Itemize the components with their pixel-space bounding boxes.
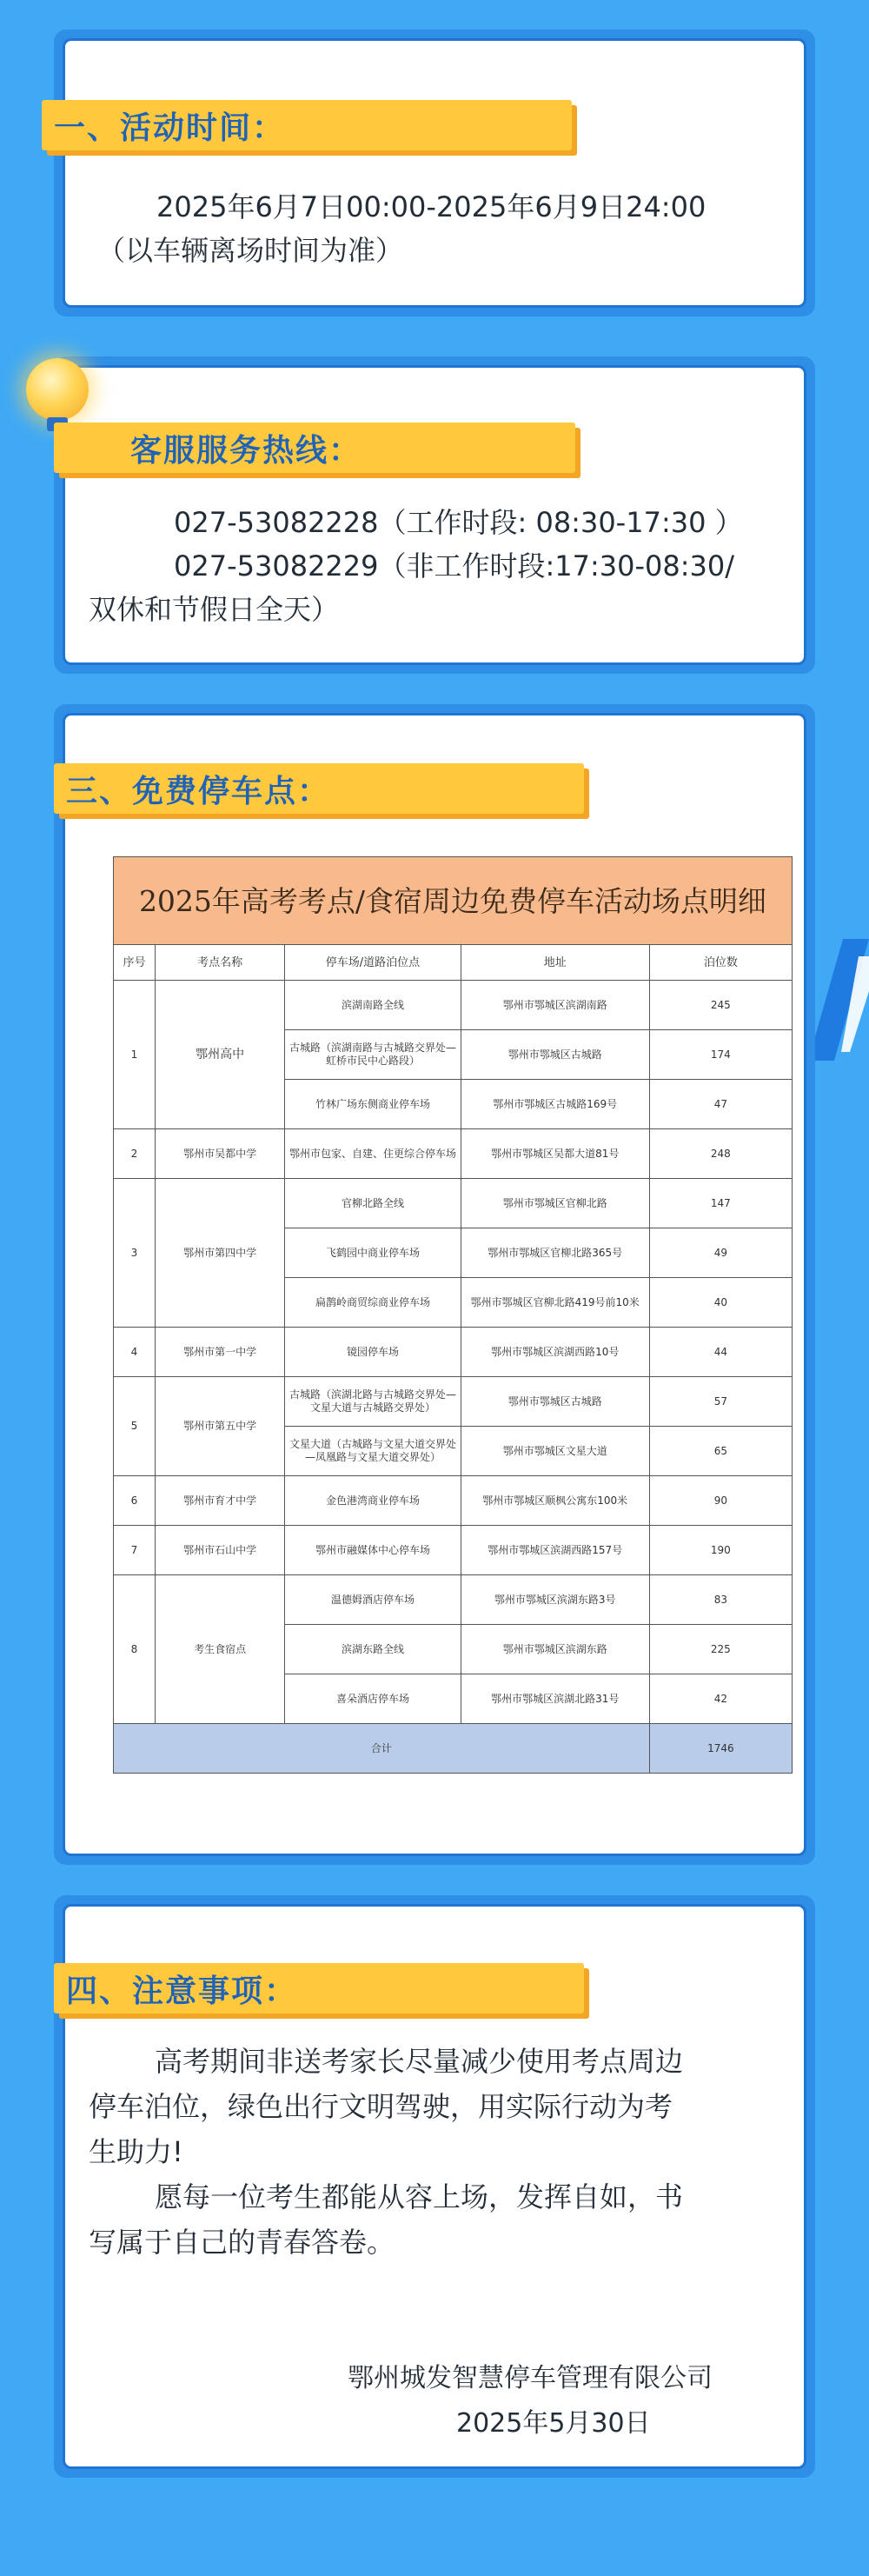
section-heading-banner (54, 1963, 297, 2014)
cell-lot: 温德姆酒店停车场 (285, 1575, 461, 1625)
lightbulb-icon (26, 358, 89, 421)
cell-spaces: 147 (649, 1179, 792, 1228)
cell-spaces: 44 (649, 1328, 792, 1377)
cell-address: 鄂州市鄂城区古城路 (461, 1377, 649, 1427)
total-label: 合计 (114, 1724, 650, 1774)
cell-no: 1 (114, 981, 156, 1129)
header-address: 地址 (461, 945, 649, 981)
table-total-row (114, 1724, 793, 1774)
cell-address: 鄂州市鄂城区顺枫公寓东100米 (461, 1476, 649, 1526)
cell-spaces: 248 (649, 1129, 792, 1179)
cell-spaces: 47 (649, 1080, 792, 1129)
section-heading: 客服服务热线： (130, 432, 362, 469)
activity-time-range: 2025年6月7日00:00-2025年6月9日24:00 (156, 190, 706, 223)
cell-lot: 扁鹊岭商贸综商业停车场 (285, 1278, 461, 1328)
notice-line: 写属于自己的青春答卷。 (89, 2226, 395, 2259)
cell-lot: 古城路（滨湖南路与古城路交界处—虹桥市民中心路段） (285, 1030, 461, 1080)
cell-no: 3 (114, 1179, 156, 1328)
total-value: 1746 (649, 1724, 792, 1774)
cell-address: 鄂州市鄂城区古城路 (461, 1030, 649, 1080)
cell-spaces: 49 (649, 1228, 792, 1278)
cell-no: 5 (114, 1377, 156, 1476)
cell-address: 鄂州市鄂城区滨湖南路 (461, 981, 649, 1030)
section-heading: 四、注意事项： (66, 1973, 298, 2009)
cell-lot: 喜朵酒店停车场 (285, 1674, 461, 1724)
signature-date: 2025年5月30日 (456, 2408, 651, 2439)
cell-address: 鄂州市鄂城区官柳北路419号前10米 (461, 1278, 649, 1328)
cell-address: 鄂州市鄂城区古城路169号 (461, 1080, 649, 1129)
header-site: 考点名称 (156, 945, 285, 981)
section-heading: 一、活动时间： (54, 110, 286, 146)
cell-site: 鄂州市第一中学 (156, 1328, 285, 1377)
cell-spaces: 57 (649, 1377, 792, 1427)
cell-no: 4 (114, 1328, 156, 1377)
activity-time-text (156, 184, 817, 230)
header-spaces: 泊位数 (649, 945, 792, 981)
cell-address: 鄂州市鄂城区滨湖东路3号 (461, 1575, 649, 1625)
notice-paragraph-1 (89, 2039, 784, 2265)
parking-table (113, 856, 793, 1774)
cell-site: 鄂州市第四中学 (156, 1179, 285, 1328)
table-header-row (114, 945, 793, 981)
cell-lot: 金色港湾商业停车场 (285, 1476, 461, 1526)
cell-no: 7 (114, 1526, 156, 1575)
section-card (63, 713, 806, 1856)
cell-address: 鄂州市鄂城区文星大道 (461, 1427, 649, 1476)
cell-lot: 鄂州市融媒体中心停车场 (285, 1526, 461, 1575)
cell-site: 鄂州市第五中学 (156, 1377, 285, 1476)
cell-spaces: 190 (649, 1526, 792, 1575)
notice-line: 高考期间非送考家长尽量减少使用考点周边 (155, 2045, 684, 2078)
decorative-slash-shape (808, 939, 869, 1061)
hotline-night-cont: 双休和节假日全天） (89, 593, 340, 626)
cell-lot: 古城路（滨湖北路与古城路交界处—文星大道与古城路交界处） (285, 1377, 461, 1427)
cell-address: 鄂州市鄂城区滨湖西路10号 (461, 1328, 649, 1377)
notice-line: 生助力! (89, 2135, 183, 2168)
cell-spaces: 174 (649, 1030, 792, 1080)
cell-lot: 滨湖南路全线 (285, 981, 461, 1030)
cell-address: 鄂州市鄂城区滨湖北路31号 (461, 1674, 649, 1724)
cell-lot: 官柳北路全线 (285, 1179, 461, 1228)
cell-spaces: 83 (649, 1575, 792, 1625)
cell-lot: 镜园停车场 (285, 1328, 461, 1377)
cell-address: 鄂州市鄂城区吴都大道81号 (461, 1129, 649, 1179)
cell-spaces: 40 (649, 1278, 792, 1328)
table-title: 2025年高考考点/食宿周边免费停车活动场点明细 (114, 857, 793, 945)
section-heading-banner (42, 100, 285, 150)
cell-no: 2 (114, 1129, 156, 1179)
cell-lot: 竹林广场东侧商业停车场 (285, 1080, 461, 1129)
table-row (114, 1179, 793, 1228)
section-activity-time (54, 30, 815, 316)
table-row (114, 981, 793, 1030)
section-free-parking (54, 704, 815, 1865)
cell-spaces: 225 (649, 1625, 792, 1674)
cell-address: 鄂州市鄂城区滨湖东路 (461, 1625, 649, 1674)
cell-lot: 文星大道（古城路与文星大道交界处—凤凰路与文星大道交界处） (285, 1427, 461, 1476)
table-row (114, 1377, 793, 1427)
cell-address: 鄂州市鄂城区滨湖西路157号 (461, 1526, 649, 1575)
section-heading-banner (54, 763, 330, 814)
hotline-night: 027-53082229（非工作时段:17:30-08:30/ (174, 549, 735, 582)
company-signature: 鄂州城发智慧停车管理有限公司 (348, 2363, 713, 2393)
cell-spaces: 42 (649, 1674, 792, 1724)
notice-line: 停车泊位，绿色出行文明驾驶，用实际行动为考 (89, 2090, 673, 2123)
cell-lot: 飞鹤园中商业停车场 (285, 1228, 461, 1278)
notice-line: 愿每一位考生都能从容上场，发挥自如，书 (155, 2180, 684, 2213)
header-no: 序号 (114, 945, 156, 981)
cell-lot: 滨湖东路全线 (285, 1625, 461, 1674)
cell-site: 鄂州市吴都中学 (156, 1129, 285, 1179)
cell-address: 鄂州市鄂城区官柳北路365号 (461, 1228, 649, 1278)
table-row (114, 1328, 793, 1377)
table-row (114, 1526, 793, 1575)
table-row (114, 1129, 793, 1179)
hotline-day: 027-53082228（工作时段: 08:30-17:30 ） (174, 506, 743, 539)
cell-site: 鄂州市育才中学 (156, 1476, 285, 1526)
table-row (114, 1575, 793, 1625)
cell-lot: 鄂州市包家、自建、住更综合停车场 (285, 1129, 461, 1179)
activity-time-note: （以车辆离场时间为准） (97, 234, 404, 267)
cell-spaces: 65 (649, 1427, 792, 1476)
header-lot: 停车场/道路泊位点 (285, 945, 461, 981)
cell-no: 6 (114, 1476, 156, 1526)
section-heading-banner (54, 423, 362, 473)
cell-site: 考生食宿点 (156, 1575, 285, 1724)
cell-site: 鄂州市石山中学 (156, 1526, 285, 1575)
cell-spaces: 245 (649, 981, 792, 1030)
table-row (114, 1476, 793, 1526)
cell-address: 鄂州市鄂城区官柳北路 (461, 1179, 649, 1228)
cell-site: 鄂州高中 (156, 981, 285, 1129)
cell-spaces: 90 (649, 1476, 792, 1526)
section-heading: 三、免费停车点： (66, 773, 331, 809)
cell-no: 8 (114, 1575, 156, 1724)
